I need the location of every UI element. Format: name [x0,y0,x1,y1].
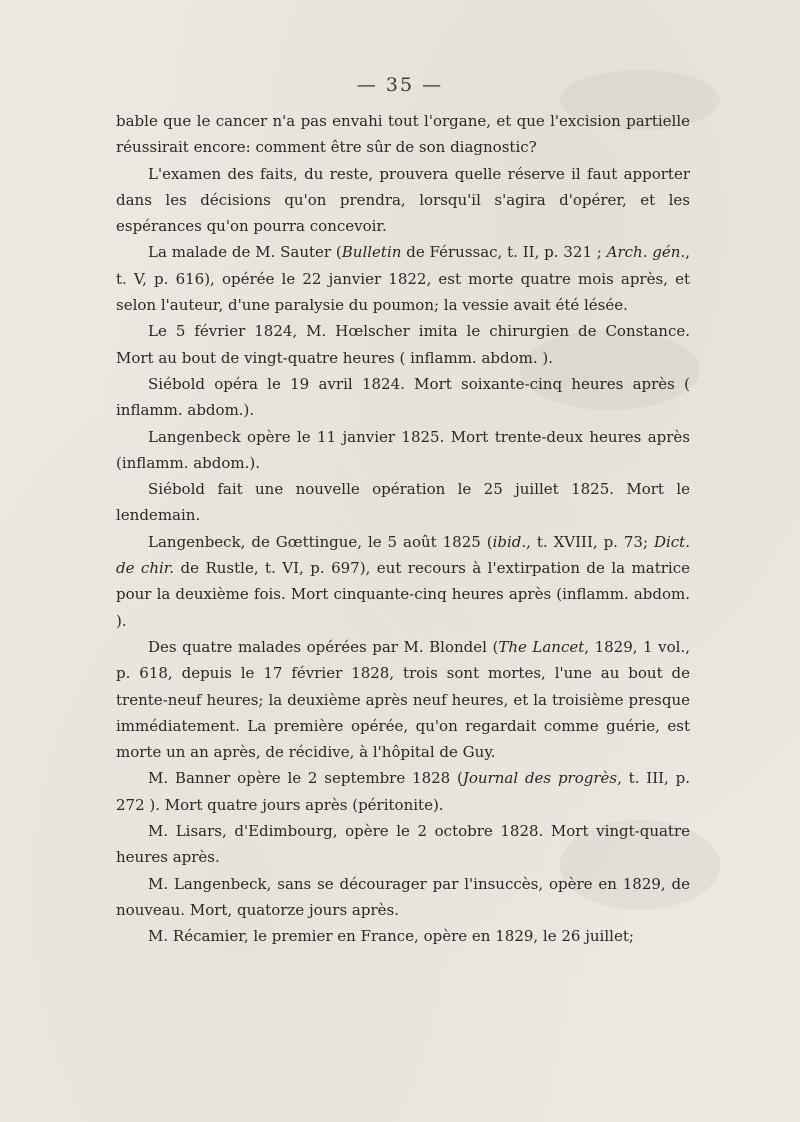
text-segment: L'examen des faits, du reste, prouvera quelle réserve il faut apporter dans les décisions qu'on prendra, lorsqu'il s'agira d'opérer, et les espérances qu'on pourra concevoir. [116,164,690,236]
text-segment: Le 5 février 1824, M. Hœlscher imita le chirurgien de Constance. Mort au bout de vingt-quatre heures ( inflamm. abdom. ). [116,322,690,367]
text-segment: M. Langenbeck, sans se décourager par l'insuccès, opère en 1829, de nouveau. Mort, quatorze jours après. [116,874,690,919]
text-segment: M. Lisars, d'Edimbourg, opère le 2 octobre 1828. Mort vingt-quatre heures après. [116,822,690,867]
text-segment: de Férussac, t. II, p. 321 ; [401,243,607,262]
paragraph [116,818,690,871]
paragraph [116,424,690,477]
text-segment: , t. V, p. 616), opérée le 22 janvier 1822, est morte quatre mois après, et selon l'auteur, d'une paralysie du poumon; la vessie avait été lésée. [116,243,690,315]
paragraph [116,529,690,634]
text-segment: Langenbeck opère le 11 janvier 1825. Mort trente-deux heures après (inflamm. abdom.). [116,427,690,472]
italic-citation: Dict. de chir. [116,532,690,578]
text-segment: Siébold fait une nouvelle opération le 25 juillet 1825. Mort le lendemain. [116,480,690,525]
paragraph [116,161,690,240]
text-body [116,108,690,950]
text-segment: Des quatre malades opérées par M. Blondel ( [148,637,499,656]
italic-citation: Arch. gén. [606,243,686,262]
paragraph [116,923,690,949]
italic-citation: ibid. [492,532,527,551]
page-number: — 35 — [356,74,444,96]
text-segment: de Rustle, t. VI, p. 697), eut recours à l'extirpation de la matrice pour la deuxième fois. Mort cinquante-cinq heures après (inflamm. abdom. ). [116,559,690,630]
paragraph [116,476,690,529]
paragraph [116,765,690,818]
text-segment: Siébold opéra le 19 avril 1824. Mort soixante-cinq heures après ( inflamm. abdom.). [116,374,690,420]
text-segment: M. Banner opère le 2 septembre 1828 ( [148,769,463,788]
text-segment: La malade de M. Sauter ( [148,243,342,262]
text-segment: , 1829, 1 vol., p. 618, depuis le 17 février 1828, trois sont mortes, l'une au bout de trente-neuf heures; la deuxième après neuf heures, et la troisième presque immédiatement. La première opérée, qu'on regardait comme guérie, est morte un an après, de récidive, à l'hôpital de Guy. [116,637,690,762]
paragraph [116,371,690,424]
text-segment: , t. XVIII, p. 73; [526,532,654,551]
paragraph [116,871,690,924]
paragraph [116,318,690,371]
italic-citation: Journal des progrès [462,769,618,788]
text-segment: , t. III, p. 272 ). Mort quatre jours après (péritonite). [116,769,690,814]
paragraph [116,108,690,161]
paragraph [116,239,690,318]
paragraph [116,634,690,765]
text-segment: Langenbeck, de Gœttingue, le 5 août 1825 ( [148,532,493,551]
italic-citation: The Lancet [498,637,585,656]
text-segment: bable que le cancer n'a pas envahi tout l'organe, et que l'excision partielle réussirait encore: comment être sûr de son diagnostic? [116,112,690,157]
text-segment: M. Récamier, le premier en France, opère en 1829, le 26 juillet; [148,927,634,946]
italic-citation: Bulletin [341,243,402,262]
